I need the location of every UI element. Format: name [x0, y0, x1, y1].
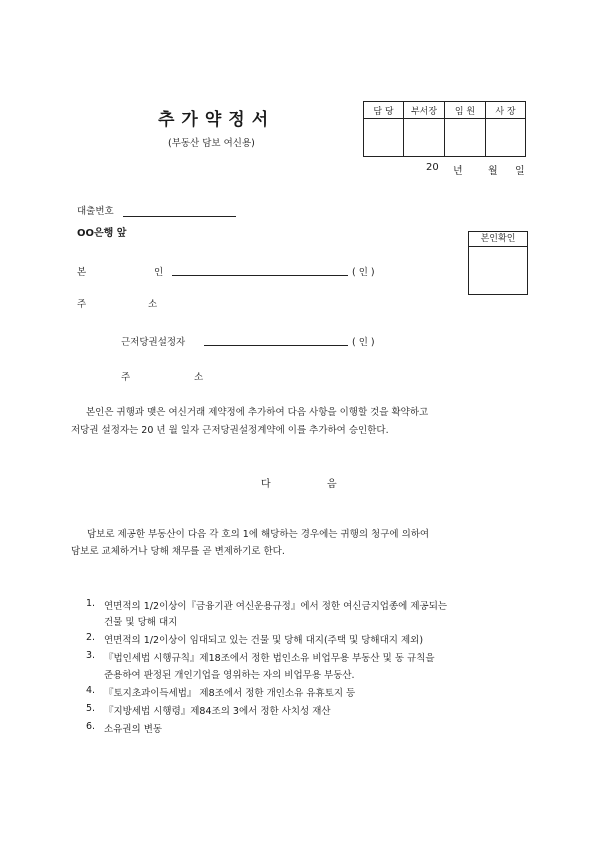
identity-check-box[interactable]: [468, 231, 528, 295]
document-title: 추가약정서: [158, 110, 276, 130]
address-2-label-2: 소: [194, 372, 204, 383]
date-day-label: 일: [515, 166, 525, 177]
list-item-5-line-1: 『지방세법 시행령』제84조의 3에서 정한 사치성 재산: [104, 706, 331, 717]
mortgagor-label: 근저당권설정자: [121, 337, 186, 348]
principal-label-1: 본: [77, 267, 87, 278]
approval-header-executive: 임 원: [445, 102, 486, 119]
list-item-6-line-1: 소유권의 변동: [104, 724, 163, 735]
list-item-1-line-2: 건물 및 당해 대지: [104, 617, 178, 628]
approval-header-staff: 담 당: [364, 102, 404, 119]
date-year-label: 년: [453, 166, 463, 177]
approval-header-president: 사 장: [486, 102, 526, 119]
address-2-label-1: 주: [121, 372, 131, 383]
list-item-4-line-1: 『토지초과이득세법』 제8조에서 정한 개인소유 유휴토지 등: [104, 688, 356, 699]
list-item-3-line-1: 『법인세법 시행규칙』제18조에서 정한 법인소유 비업무용 부동산 및 동 규칙을: [104, 653, 435, 664]
principal-name-field[interactable]: [172, 264, 348, 276]
list-item-1-number: 1.: [86, 598, 96, 609]
address-1-label-2: 소: [148, 299, 158, 310]
list-item-3-line-2: 준용하여 판정된 개인기업을 영위하는 자의 비업무용 부동산.: [104, 670, 355, 681]
mortgagor-name-field[interactable]: [204, 334, 348, 346]
approval-sign-cell-president[interactable]: [486, 119, 526, 157]
intro-paragraph-line-2: 저당권 설정자는 20 년 월 일자 근저당권설정계약에 이를 추가하여 승인한다.: [71, 425, 389, 436]
list-item-4-number: 4.: [86, 685, 96, 696]
identity-check-label: 본인확인: [469, 232, 527, 247]
document-subtitle: (부동산 담보 여신용): [168, 138, 255, 149]
approval-table: [363, 101, 526, 157]
addressee: OO은행 앞: [77, 228, 127, 239]
main-paragraph-line-1: 담보로 제공한 부동산이 다음 각 호의 1에 해당하는 경우에는 귀행의 청구에 의하여: [87, 529, 430, 540]
section-heading-left: 다: [261, 479, 271, 490]
approval-header-dept-head: 부서장: [404, 102, 445, 119]
list-item-2-number: 2.: [86, 632, 96, 643]
list-item-2-line-1: 연면적의 1/2이상이 임대되고 있는 건물 및 당해 대지(주택 및 당해대지 제외): [104, 635, 424, 646]
address-1-label-1: 주: [77, 299, 87, 310]
loan-number-label: 대출번호: [77, 206, 114, 217]
section-heading-right: 음: [327, 479, 337, 490]
date-month-label: 월: [488, 166, 498, 177]
main-paragraph-line-2: 담보로 교체하거나 당해 채무를 곧 변제하기로 한다.: [71, 546, 285, 557]
principal-label-2: 인: [154, 267, 164, 278]
list-item-3-number: 3.: [86, 650, 96, 661]
approval-sign-cell-staff[interactable]: [364, 119, 404, 157]
list-item-6-number: 6.: [86, 721, 96, 732]
loan-number-row: [77, 203, 236, 217]
intro-paragraph-line-1: 본인은 귀행과 맺은 여신거래 제약정에 추가하여 다음 사항을 이행할 것을 확약하고: [86, 407, 429, 418]
approval-sign-cell-executive[interactable]: [445, 119, 486, 157]
mortgagor-seal: ( 인 ): [352, 337, 375, 348]
approval-sign-cell-dept-head[interactable]: [404, 119, 445, 157]
principal-seal: ( 인 ): [352, 267, 375, 278]
list-item-1-line-1: 연면적의 1/2이상이『금융기관 여신운용규정』에서 정한 여신금지업종에 제공되는: [104, 601, 448, 612]
list-item-5-number: 5.: [86, 703, 96, 714]
date-prefix: 20: [426, 162, 439, 173]
loan-number-field[interactable]: [123, 206, 236, 217]
